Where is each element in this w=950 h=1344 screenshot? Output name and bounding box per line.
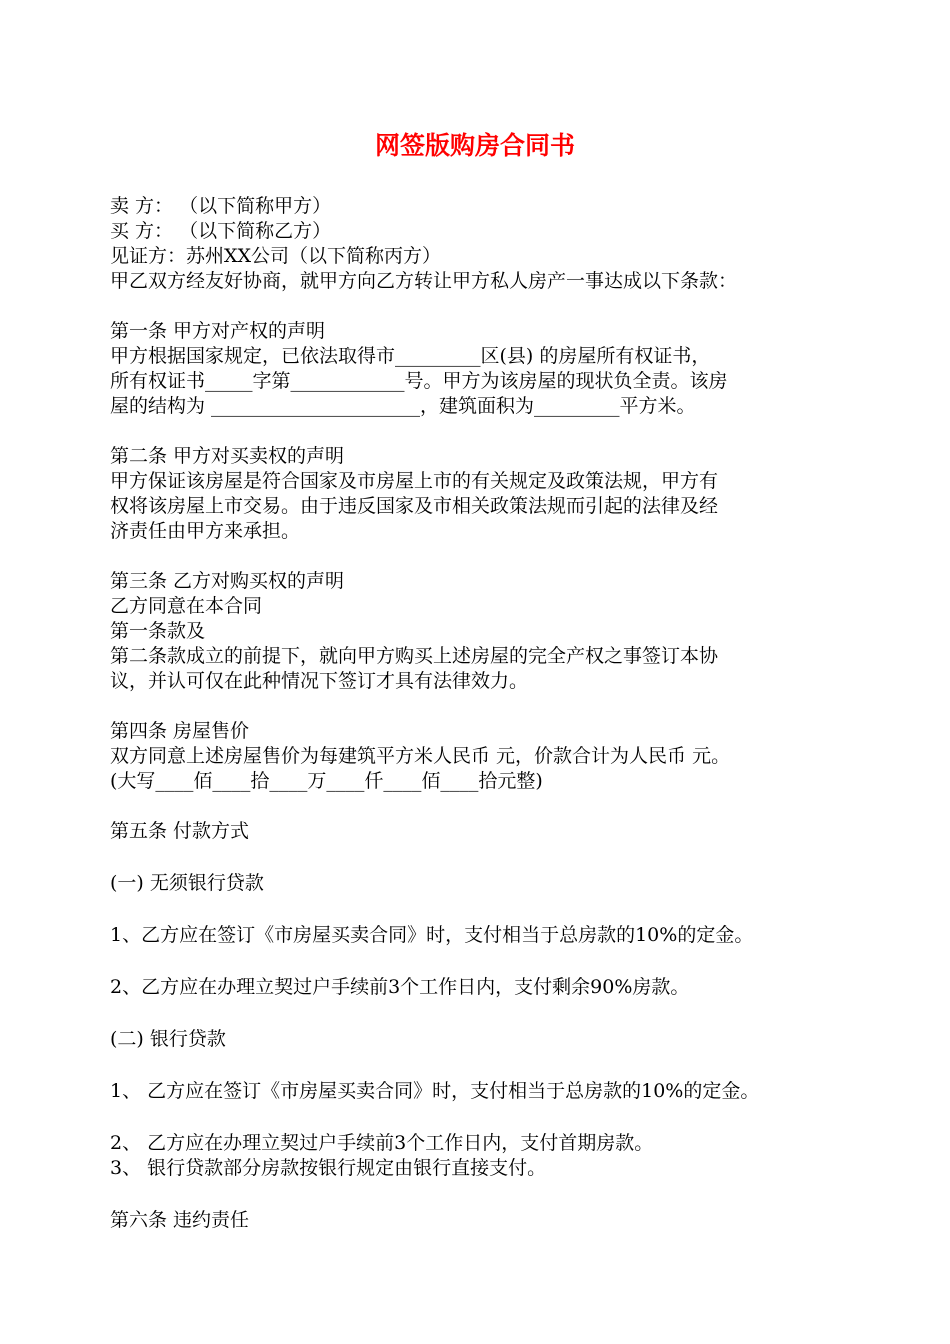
buyer-line: 买 方： （以下简称乙方） [110, 220, 332, 242]
preamble-line: 甲乙双方经友好协商，就甲方向乙方转让甲方私人房产一事达成以下条款： [110, 270, 738, 292]
article-1-line-2: 所有权证书_____字第____________号。甲方为该房屋的现状负全责。该房 [110, 370, 728, 392]
article-1-heading: 第一条 甲方对产权的声明 [110, 320, 326, 342]
blank-line [110, 1000, 850, 1027]
article-4-line-1: 双方同意上述房屋售价为每建筑平方米人民币 元，价款合计为人民币 元。 [110, 745, 731, 767]
article-1-line-1: 甲方根据国家规定，已依法取得市_________区(县) 的房屋所有权证书， [110, 345, 711, 367]
no-loan-item-1: 1、乙方应在签订《市房屋买卖合同》时，支付相当于总房款的10%的定金。 [110, 924, 754, 946]
article-3-heading: 第三条 乙方对购买权的声明 [110, 570, 345, 592]
bank-loan-item-3: 3、 银行贷款部分房款按银行规定由银行直接支付。 [110, 1157, 547, 1179]
blank-line [110, 694, 850, 719]
blank-line [110, 1181, 850, 1208]
blank-line [110, 896, 850, 923]
article-3-line-2: 第一条款及 [110, 620, 206, 642]
article-3-line-4: 议，并认可仅在此种情况下签订才具有法律效力。 [110, 670, 529, 692]
no-loan-item-2: 2、乙方应在办理立契过户手续前3个工作日内，支付剩余90%房款。 [110, 976, 690, 998]
blank-line [110, 844, 850, 871]
article-2-line-3: 济责任由甲方来承担。 [110, 520, 301, 542]
blank-line [110, 419, 850, 444]
article-2-heading: 第二条 甲方对买卖权的声明 [110, 445, 345, 467]
document-body [110, 194, 850, 1233]
seller-line: 卖 方： （以下简称甲方） [110, 195, 332, 217]
article-6-heading: 第六条 违约责任 [110, 1209, 250, 1231]
witness-line: 见证方：苏州XX公司（以下简称丙方） [110, 245, 442, 267]
blank-line [110, 1052, 850, 1079]
blank-line [110, 544, 850, 569]
article-4-line-2: (大写____佰____拾____万____仟____佰____拾元整) [110, 770, 543, 792]
blank-line [110, 794, 850, 819]
section-no-loan-heading: (一) 无须银行贷款 [110, 872, 264, 894]
article-3-line-1: 乙方同意在本合同 [110, 595, 263, 617]
blank-line [110, 1104, 850, 1131]
bank-loan-item-1: 1、 乙方应在签订《市房屋买卖合同》时，支付相当于总房款的10%的定金。 [110, 1080, 760, 1102]
article-2-line-1: 甲方保证该房屋是符合国家及市房屋上市的有关规定及政策法规，甲方有 [110, 470, 719, 492]
article-4-heading: 第四条 房屋售价 [110, 720, 250, 742]
blank-line [110, 294, 850, 319]
bank-loan-item-2: 2、 乙方应在办理立契过户手续前3个工作日内，支付首期房款。 [110, 1132, 654, 1154]
blank-line [110, 948, 850, 975]
article-2-line-2: 权将该房屋上市交易。由于违反国家及市相关政策法规而引起的法律及经 [110, 495, 719, 517]
section-bank-loan-heading: (二) 银行贷款 [110, 1028, 226, 1050]
article-1-line-3: 屋的结构为 ______________________，建筑面积为_________平方米。 [110, 395, 696, 417]
article-5-heading: 第五条 付款方式 [110, 820, 250, 842]
article-3-line-3: 第二条款成立的前提下，就向甲方购买上述房屋的完全产权之事签订本协 [110, 645, 719, 667]
document-title: 网签版购房合同书 [374, 131, 575, 160]
